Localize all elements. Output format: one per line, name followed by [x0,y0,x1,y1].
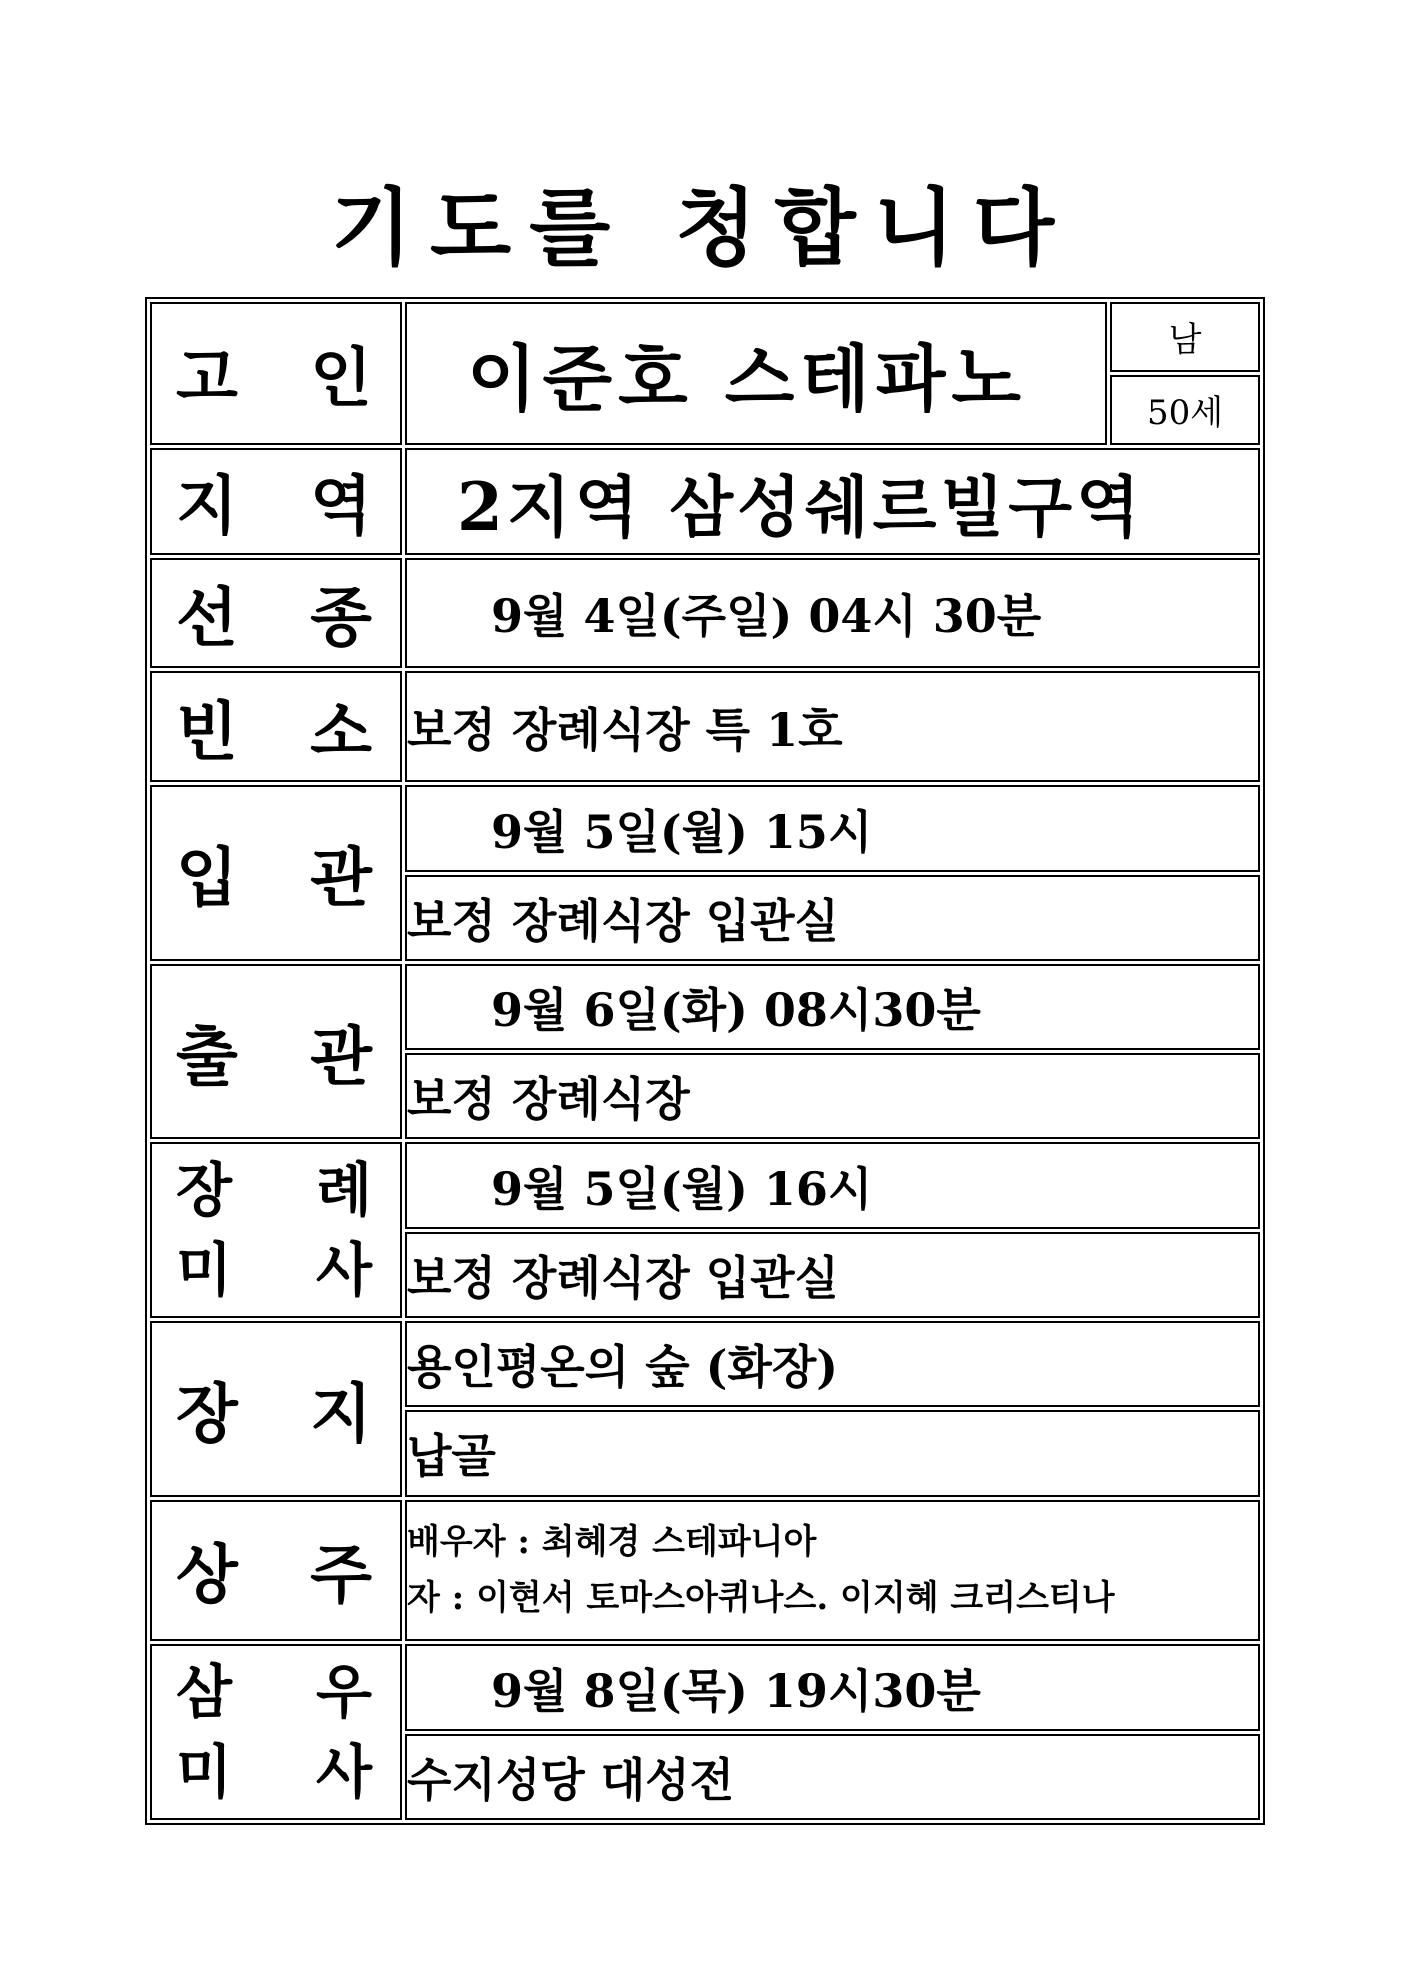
departure-place: 보정 장례식장 [405,1053,1260,1139]
third-day-mass-place: 수지성당 대성전 [405,1734,1260,1820]
deceased-name: 이준호 스테파노 [405,302,1107,445]
encoffin-time: 9월 5일(월) 15시 [405,785,1260,871]
label-death: 선 종 [150,558,402,669]
deceased-age: 50세 [1110,375,1260,445]
burial-place: 용인평온의 숲 (화장) [405,1321,1260,1407]
chief-mourner-list [405,1500,1260,1642]
deceased-gender: 남 [1110,302,1260,372]
label-chief-mourner: 상 주 [150,1500,402,1642]
funeral-mass-time: 9월 5일(월) 16시 [405,1142,1260,1228]
label-encoffin: 입 관 [150,785,402,961]
burial-detail: 납골 [405,1410,1260,1496]
label-mortuary: 빈 소 [150,671,402,782]
label-burial: 장 지 [150,1321,402,1497]
chief-mourner-children: 자 : 이현서 토마스아퀴나스. 이지혜 크리스티나 [407,1578,1115,1619]
chief-mourner-spouse: 배우자 : 최혜경 스테파니아 [407,1522,817,1563]
third-day-mass-time: 9월 8일(목) 19시30분 [405,1644,1260,1730]
page-title: 기도를 청합니다 [330,178,1073,277]
encoffin-place: 보정 장례식장 입관실 [405,875,1260,961]
mortuary-place: 보정 장례식장 특 1호 [405,671,1260,782]
label-departure: 출 관 [150,964,402,1140]
label-deceased: 고 인 [150,302,402,445]
label-funeral-mass: 장 례 미 사 [150,1142,402,1318]
obituary-table [145,297,1265,1825]
label-region: 지 역 [150,448,402,555]
funeral-mass-place: 보정 장례식장 입관실 [405,1232,1260,1318]
departure-time: 9월 6일(화) 08시30분 [405,964,1260,1050]
death-datetime: 9월 4일(주일) 04시 30분 [405,558,1260,669]
label-third-day-mass: 삼 우 미 사 [150,1644,402,1820]
region-value: 2지역 삼성쉐르빌구역 [405,448,1260,555]
